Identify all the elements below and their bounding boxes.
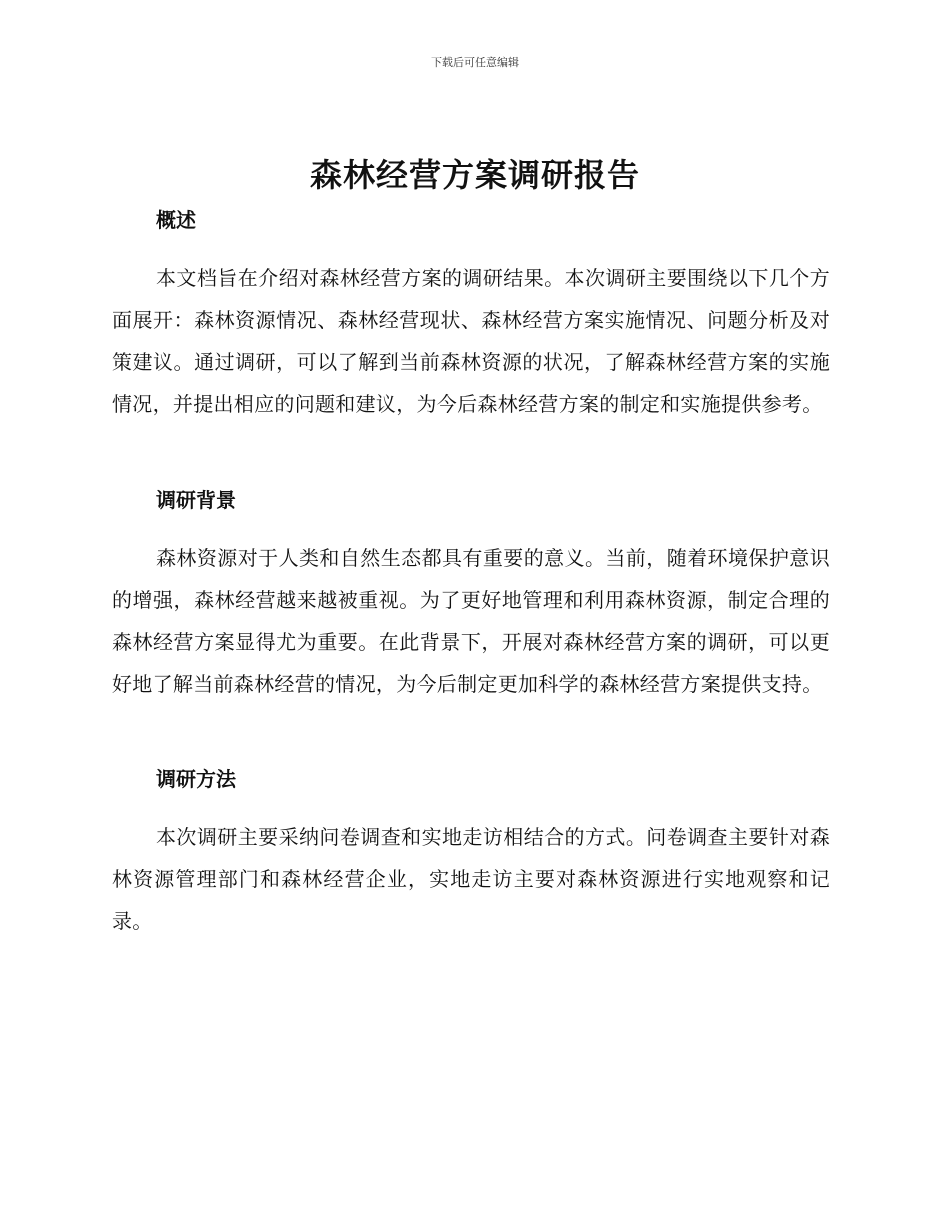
section-paragraph: 本次调研主要采纳问卷调查和实地走访相结合的方式。问卷调查主要针对森林资源管理部门和森林经营企业，实地走访主要对森林资源进行实地观察和记录。 bbox=[112, 825, 830, 933]
section-heading: 调研背景 bbox=[156, 488, 236, 512]
header-note: 下载后可任意编辑 bbox=[431, 56, 519, 69]
section-heading: 概述 bbox=[156, 208, 196, 232]
section-paragraph: 森林资源对于人类和自然生态都具有重要的意义。当前，随着环境保护意识的增强，森林经营越来越被重视。为了更好地管理和利用森林资源，制定合理的森林经营方案显得尤为重要。在此背景下，开展对森林经营方案的调研，可以更好地了解当前森林经营的情况，为今后制定更加科学的森林经营方案提供支持。 bbox=[112, 546, 830, 696]
section-overview bbox=[112, 205, 830, 425]
document-title: 森林经营方案调研报告 bbox=[309, 156, 640, 194]
section-method bbox=[112, 764, 830, 942]
section-background bbox=[112, 485, 830, 705]
section-heading: 调研方法 bbox=[156, 767, 236, 791]
section-paragraph: 本文档旨在介绍对森林经营方案的调研结果。本次调研主要围绕以下几个方面展开：森林资源情况、森林经营现状、森林经营方案实施情况、问题分析及对策建议。通过调研，可以了解到当前森林资源的状况，了解森林经营方案的实施情况，并提出相应的问题和建议，为今后森林经营方案的制定和实施提供参考。 bbox=[112, 266, 830, 416]
